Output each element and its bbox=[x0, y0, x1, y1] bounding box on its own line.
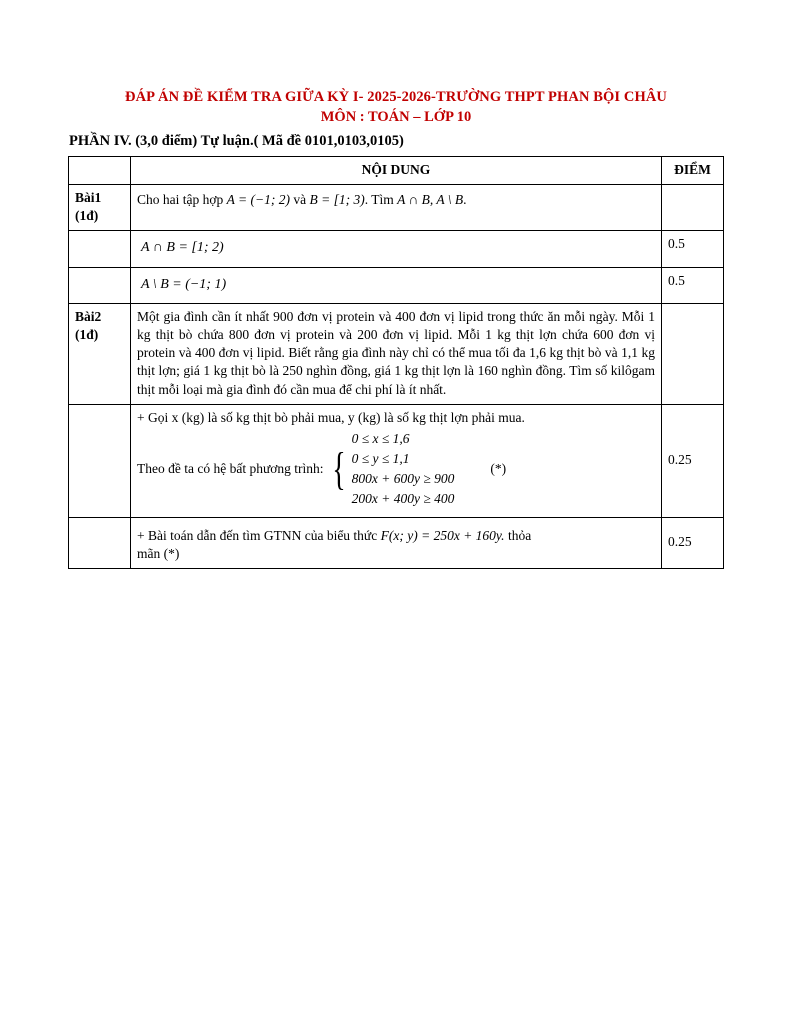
row-label-points: (1đ) bbox=[75, 208, 99, 224]
system-eq-1: 0 ≤ x ≤ 1,6 bbox=[351, 430, 410, 446]
table-row bbox=[69, 230, 724, 267]
row-label-empty-2 bbox=[69, 267, 131, 304]
row-score-1: 0.5 bbox=[662, 230, 724, 267]
answer-equation-1: A ∩ B = [1; 2) bbox=[141, 239, 224, 255]
table-row bbox=[69, 404, 724, 517]
row-label-bai2 bbox=[69, 304, 131, 404]
row-content-bai1 bbox=[131, 185, 662, 231]
bai1-period: . bbox=[463, 192, 467, 208]
row-score-4: 0.25 bbox=[662, 517, 724, 568]
table-header-row bbox=[69, 157, 724, 185]
answer-key-table bbox=[68, 156, 724, 569]
system-eq-2: 0 ≤ y ≤ 1,1 bbox=[351, 450, 410, 466]
system-eq-3: 800x + 600y ≥ 900 bbox=[351, 471, 455, 487]
row-score-bai1 bbox=[662, 185, 724, 231]
row-label-text: Bài1 bbox=[75, 190, 102, 206]
bai1-set-b: B = [1; 3) bbox=[309, 192, 365, 208]
row-label-empty-4 bbox=[69, 517, 131, 568]
row-score-bai2 bbox=[662, 304, 724, 404]
bai1-suffix: . Tìm bbox=[364, 192, 394, 208]
row-content-bai2 bbox=[131, 304, 662, 404]
page-subtitle: MÔN : TOÁN – LỚP 10 bbox=[320, 108, 472, 125]
objective-function: F(x; y) = 250x + 160y. bbox=[380, 527, 505, 543]
row-content-system bbox=[131, 404, 662, 517]
row-label-points: (1đ) bbox=[75, 327, 99, 343]
system-label: Theo đề ta có hệ bất phương trình: bbox=[137, 461, 324, 477]
system-eq-4: 200x + 400y ≥ 400 bbox=[351, 491, 455, 507]
header-blank bbox=[69, 157, 131, 185]
bai1-set-a: A = (−1; 2) bbox=[226, 192, 290, 208]
header-content: NỘI DUNG bbox=[131, 157, 662, 185]
row-score-2: 0.5 bbox=[662, 267, 724, 304]
row-label-bai1 bbox=[69, 185, 131, 231]
system-of-inequalities bbox=[137, 427, 655, 512]
bai2-objective-text-end: thỏa bbox=[507, 527, 532, 543]
row-label-text: Bài2 bbox=[75, 309, 102, 325]
table-row bbox=[69, 267, 724, 304]
row-content-objective bbox=[131, 517, 662, 568]
row-label-empty-1 bbox=[69, 230, 131, 267]
bai1-find: A ∩ B, A \ B bbox=[397, 192, 464, 208]
header-score: ĐIỂM bbox=[662, 157, 724, 185]
left-brace-icon: { bbox=[331, 443, 346, 495]
bai2-problem-text: Một gia đình cần ít nhất 900 đơn vị protein và 400 đơn vị lipid trong thức ăn mỗi ngày. Mỗi 1 kg thịt bò chứa 800 đơn vị protein và 200 đơn vị lipid. Mỗi 1 kg thịt lợn chứa 600 đơn vị protein và 400 đơn vị lipid. Biết rằng gia đình này chỉ có thể mua tối đa 1,6 kg thịt bò và 1,1 kg thịt lợn; giá 1 kg thịt bò là 250 nghìn đồng, giá 1 kg thịt lợn là 160 nghìn đồng. Tìm số kilôgam thịt mỗi loại mà gia đình đó cần mua để chi phí là ít nhất. bbox=[137, 309, 655, 397]
row-label-empty-3 bbox=[69, 404, 131, 517]
bai1-conjunction: và bbox=[293, 192, 307, 208]
table-row bbox=[69, 517, 724, 568]
table-row bbox=[69, 185, 724, 231]
row-score-3: 0.25 bbox=[662, 404, 724, 517]
bai2-step-line1: + Gọi x (kg) là số kg thịt bò phải mua, y (kg) là số kg thịt lợn phải mua. bbox=[137, 409, 525, 425]
system-star-marker: (*) bbox=[490, 461, 507, 477]
title-block bbox=[68, 88, 724, 127]
table-row bbox=[69, 304, 724, 404]
row-content-answer-1 bbox=[131, 230, 662, 267]
bai2-objective-text: + Bài toán dẫn đến tìm GTNN của biểu thức bbox=[137, 527, 378, 543]
page-title: ĐÁP ÁN ĐỀ KIỂM TRA GIỮA KỲ I- 2025-2026-TRƯỜNG THPT PHAN BỘI CHÂU bbox=[125, 89, 667, 105]
bai2-objective-line2: mãn (*) bbox=[137, 545, 180, 561]
bai1-prefix: Cho hai tập hợp bbox=[137, 192, 224, 208]
answer-equation-2: A \ B = (−1; 1) bbox=[141, 276, 227, 292]
system-equations bbox=[352, 429, 455, 510]
section-heading: PHẦN IV. (3,0 điểm) Tự luận.( Mã đề 0101,0103,0105) bbox=[69, 133, 404, 150]
row-content-answer-2 bbox=[131, 267, 662, 304]
